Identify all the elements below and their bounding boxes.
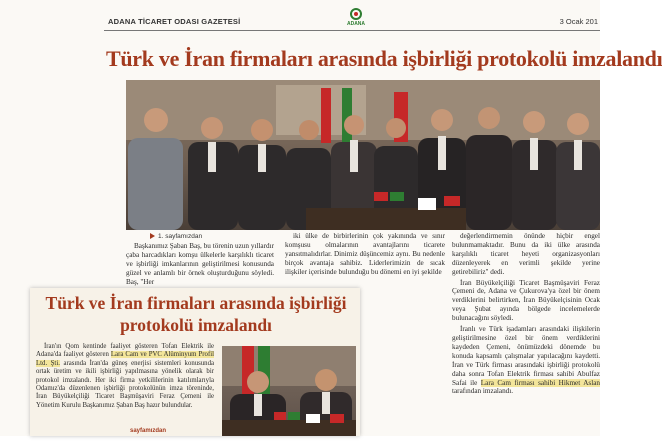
clipping-text-a: İran'ın Qom kentinde faaliyet gösteren Tofan Elektrik ile Adana'da faaliyet gösteren: [36, 343, 214, 359]
issue-date: 3 Ocak 201: [559, 17, 598, 26]
article-column-1: [126, 242, 274, 288]
logo-text: ADANA: [346, 21, 366, 27]
caption-text: 1. sayfamızdan: [158, 233, 203, 240]
clipping-headline: Türk ve İran firmaları arasında işbirliği protokolü imzalandı: [45, 293, 347, 335]
masthead: [104, 8, 600, 31]
article-headline: Türk ve İran firmaları arasında işbirliği protokolü imzalandı: [106, 46, 662, 71]
ceremony-photo-illustration: [126, 80, 600, 230]
clipping-text: [36, 343, 214, 436]
clipping-tag: sayfamızdan: [130, 428, 167, 434]
caption-arrow-icon: [150, 233, 155, 239]
column-3-paragraph-1: değerlendirmemin önünde hiçbir engel bulunmamaktadır. Bunu da iki ülke arasında karşılıklı ticaret heyeti organizasyonları düzenleyerek en verimli şekilde yerine getirebiliriz" dedi.: [452, 232, 600, 276]
front-page-clipping: [30, 288, 360, 436]
column-3-paragraph-3b: tarafından imzalandı.: [452, 387, 514, 396]
clipping-text-b: arasında İran'da güneş enerjisi sistemleri konusunda ortak üretim ve ikili işbirliği yapılmasına yönelik olarak bir protokol imzalandı. Her iki firma yetkililerinin katılımlarıyla Odamız'da düzenlenen işbirliği protokolünün imza töreninde, İran Büyükelçiliği Ticaret Başmüşaviri Feraz Çemeni ile Yönetim Kurulu Başkanımız Şaban Baş hazır bulundular.: [36, 359, 214, 409]
publication-name: ADANA TİCARET ODASI GAZETESİ: [108, 17, 241, 26]
column-1-text: Başkanımız Şaban Baş, bu törenin uzun yıllardır çaba harcadıkları komşu ülkelerle karşılıklı ticaret ve işbirliği imkanlarının geliştirilmesi konusunda güzel ve anlamlı bir örnek oluşturduğunu söyledi. Baş, "Her: [126, 242, 274, 286]
column-3-paragraph-2: İran Büyükelçiliği Ticaret Başmüşaviri Feraz Çemeni de, Adana ve Çukurova'ya özel bir önem verdiklerini belirtirken, İran Büyükelçisinin Ocak veya Şubat ayında bölgede incelemelerde bulunacağını söyledi.: [452, 278, 600, 323]
clipping-highlighted-company: Lara Cam ve PVC Alüminyum Profil Ltd. Şti.: [36, 351, 214, 367]
logo-emblem-icon: [350, 8, 362, 20]
continuation-caption: [150, 233, 202, 240]
ceremony-photo: [126, 80, 600, 230]
column-3-paragraph-3a: İranlı ve Türk işadamları arasındaki ilişkilerin geliştirilmesine özel bir önem verdiklerini kaydeden Çemeni, önümüzdeki dönemde bu konuda kapsamlı çalışmalar yapılacağını kaydetti. İran ve Türk firması arasındaki işbirliği protokolü daha sonra Tofan Elektrik firması sahibi Abulfaz Safai ile: [452, 325, 600, 387]
clipping-paragraph: [36, 343, 214, 410]
clipping-photo-illustration: [222, 346, 356, 436]
article-column-2: [285, 232, 445, 294]
highlighted-signatory: Lara Cam firması sahibi Hikmet Aslan: [480, 378, 600, 387]
chamber-logo: [344, 8, 368, 30]
column-3-paragraph-3: [452, 325, 600, 396]
column-2-text: iki ülke de birbirlerinin çok yakınında ve sınır komşusu olmalarının avantajlarını ticarete yansıtmalıdırlar. Dinimiz düşüncemiz aynı. Bu nedenle birçok avantaja sahibiz. Liderlerimizin de sıcak ilişkiler içerisinde bulunduğu bu dönemi en iyi şekilde: [285, 232, 445, 276]
clipping-photo: [222, 346, 356, 436]
article-column-3: [452, 232, 600, 416]
